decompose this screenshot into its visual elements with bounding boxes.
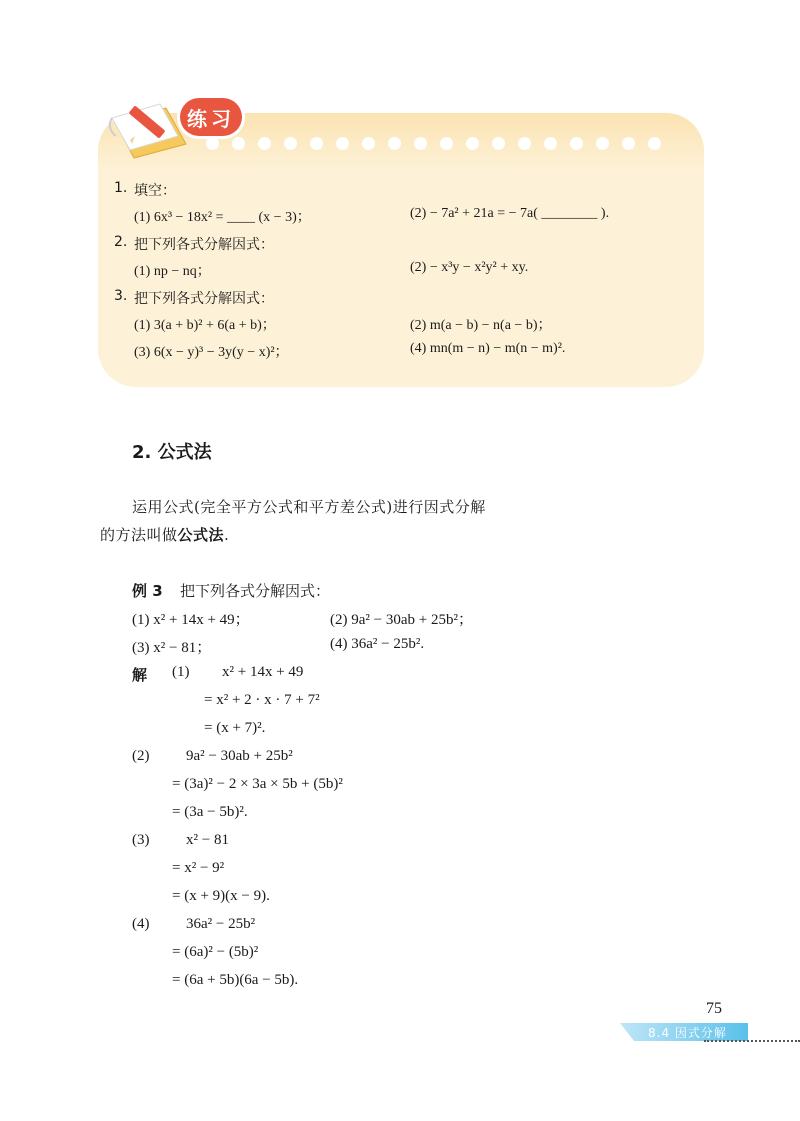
solution-part-label: (3) [132, 832, 150, 848]
solution-label: 解 [132, 666, 148, 684]
body-text: . [224, 526, 230, 544]
solution-step: x² + 14x + 49 [222, 664, 304, 680]
page-number: 75 [706, 1000, 722, 1017]
example-problem: (1) x² + 14x + 49； [132, 612, 250, 628]
decor-dot [544, 137, 557, 150]
example-title: 把下列各式分解因式： [180, 582, 331, 600]
example-problem: (4) 36a² − 25b². [330, 636, 425, 652]
example-label: 例 3 [132, 582, 163, 600]
example-problem: (2) 9a² − 30ab + 25b²； [330, 612, 473, 628]
exercise-item: (3) 6(x − y)³ − 3y(y − x)²； [134, 345, 289, 360]
decor-dot [518, 137, 531, 150]
exercise-item: (2) m(a − b) − n(a − b)； [410, 318, 552, 333]
footer-divider [704, 1040, 800, 1042]
definition-term: 公式法 [177, 526, 225, 544]
example-problem: (3) x² − 81； [132, 640, 212, 656]
exercise-item: (2) − 7a² + 21a = − 7a( ________ ). [410, 206, 610, 221]
decor-dot [466, 137, 479, 150]
question-title: 填空： [134, 183, 176, 199]
decor-dot [622, 137, 635, 150]
solution-step: = x² + 2 · x · 7 + 7² [204, 692, 320, 708]
decor-dot [232, 137, 245, 150]
decor-dot [440, 137, 453, 150]
exercise-item: (4) mn(m − n) − m(n − m)². [410, 341, 566, 356]
paper-pencil-icon [108, 96, 192, 162]
decor-dot [206, 137, 219, 150]
decor-dot [414, 137, 427, 150]
decor-dot [570, 137, 583, 150]
body-paragraph-line [100, 524, 229, 545]
solution-part-label: (4) [132, 916, 150, 932]
decor-dot [492, 137, 505, 150]
question-title: 把下列各式分解因式： [134, 291, 274, 307]
decor-dot [336, 137, 349, 150]
decor-dot [388, 137, 401, 150]
solution-step: = (3a − 5b)². [172, 804, 248, 820]
decor-dot [362, 137, 375, 150]
question-number: 3. [114, 288, 128, 304]
solution-step: 36a² − 25b² [186, 916, 256, 932]
decor-dot [596, 137, 609, 150]
solution-step: = (x + 7)². [204, 720, 266, 736]
decor-dot [284, 137, 297, 150]
solution-part-label: (2) [132, 748, 150, 764]
solution-step: 9a² − 30ab + 25b² [186, 748, 293, 764]
question-number: 2. [114, 234, 128, 250]
decor-dot [648, 137, 661, 150]
exercise-item: (1) 6x³ − 18x² = ____ (x − 3)； [134, 210, 311, 225]
body-text: 的方法叫做 [100, 526, 178, 544]
solution-step: = x² − 9² [172, 860, 225, 876]
practice-badge-label: 练习 [187, 107, 235, 131]
solution-step: = (6a + 5b)(6a − 5b). [172, 972, 299, 988]
solution-step: = (x + 9)(x − 9). [172, 888, 270, 904]
body-paragraph-line: 运用公式(完全平方公式和平方差公式)进行因式分解 [132, 498, 486, 516]
question-title: 把下列各式分解因式： [134, 237, 274, 253]
solution-part-label: (1) [172, 664, 190, 680]
question-number: 1. [114, 180, 128, 196]
decor-dot [258, 137, 271, 150]
solution-step: = (6a)² − (5b)² [172, 944, 259, 960]
section-tag: 8.4 因式分解 [648, 1026, 727, 1040]
section-title: 2. 公式法 [132, 442, 212, 463]
exercise-item: (2) − x³y − x²y² + xy. [410, 260, 529, 275]
exercise-item: (1) np − nq； [134, 264, 211, 279]
solution-step: = (3a)² − 2 × 3a × 5b + (5b)² [172, 776, 343, 792]
solution-step: x² − 81 [186, 832, 229, 848]
decor-dot [310, 137, 323, 150]
exercise-item: (1) 3(a + b)² + 6(a + b)； [134, 318, 276, 333]
